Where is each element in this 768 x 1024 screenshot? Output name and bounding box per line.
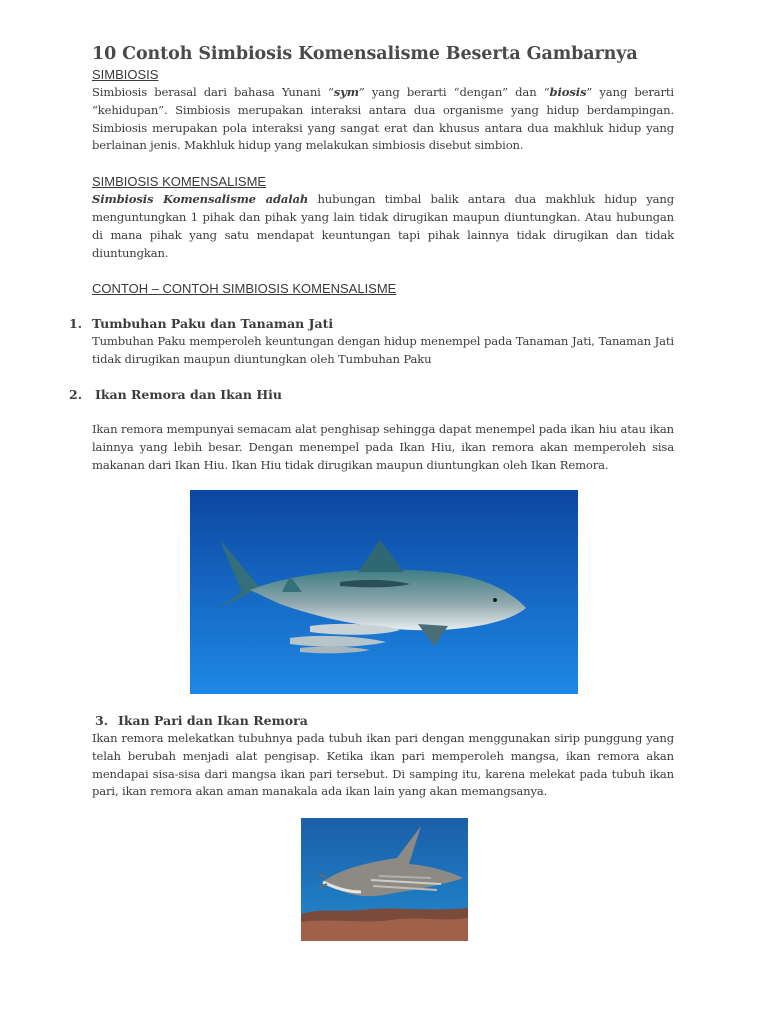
paragraph-komensalisme xyxy=(92,191,674,262)
item-1-title: Tumbuhan Paku dan Tanaman Jati xyxy=(92,316,334,332)
item-1-number: 1. xyxy=(69,316,83,332)
shark-remora-image xyxy=(190,490,578,694)
item-2-title: Ikan Remora dan Ikan Hiu xyxy=(95,386,282,402)
manta-ray-image xyxy=(301,818,468,941)
item-1-text: Tumbuhan Paku memperoleh keuntungan dengan hidup menempel pada Tanaman Jati, Tanaman Jati tidak dirugikan maupun diuntungkan oleh Tumbuhan Paku xyxy=(92,334,674,367)
paragraph-simbiosis-part-a: Simbiosis berasal dari bahasa Yunani “ xyxy=(92,85,334,99)
paragraph-simbiosis-part-c: ” yang berarti “kehidupan”. Simbiosis merupakan interaksi antara dua organisme yang hidup berdampingan. Simbiosis merupakan pola interaksi yang sangat erat dan khusus antara dua makhluk hidup yang berlainan jenis. Makhluk hidup yang melakukan simbiosis disebut simbion. xyxy=(92,85,674,153)
term-sym: sym xyxy=(333,85,359,99)
item-3-title: Ikan Pari dan Ikan Remora xyxy=(118,713,308,728)
heading-komensalisme: SIMBIOSIS KOMENSALISME xyxy=(92,174,267,190)
paragraph-simbiosis xyxy=(92,84,674,155)
item-2-heading xyxy=(69,386,674,404)
item-3-block xyxy=(92,712,674,801)
term-biosis: biosis xyxy=(549,85,587,99)
paragraph-simbiosis-part-b: ” yang berarti “dengan” dan “ xyxy=(358,85,550,99)
heading-simbiosis: SIMBIOSIS xyxy=(92,67,159,82)
item-1-heading xyxy=(69,315,674,333)
paragraph-komensalisme-text: hubungan timbal balik antara dua makhluk hidup yang menguntungkan 1 pihak dan pihak yang lain tidak dirugikan maupun diuntungkan. Atau hubungan di mana pihak yang satu mendapat keuntungan tapi pihak lainnya tidak dirugikan dan tidak diuntungkan. xyxy=(92,192,674,260)
item-2-text: Ikan remora mempunyai semacam alat penghisap sehingga dapat menempel pada ikan hiu atau ikan lainnya yang lebih besar. Dengan menempel pada Ikan Hiu, ikan remora akan memperoleh sisa makanan dari Ikan Hiu. Ikan Hiu tidak dirugikan maupun diuntungkan oleh Ikan Remora. xyxy=(92,421,674,472)
heading-contoh: CONTOH – CONTOH SIMBIOSIS KOMENSALISME xyxy=(92,281,397,297)
document-content xyxy=(69,42,674,474)
item-3-number: 3. xyxy=(95,713,109,728)
document-title: 10 Contoh Simbiosis Komensalisme Beserta Gambarnya xyxy=(92,44,638,64)
item-3-text: Ikan remora melekatkan tubuhnya pada tubuh ikan pari dengan menggunakan sirip punggung yang telah berubah menjadi alat pengisap. Ketika ikan pari memperoleh mangsa, ikan remora akan mendapai sisa-sisa dari mangsa ikan pari tersebut. Di samping itu, karena melekat pada tubuh ikan pari, ikan remora akan aman manakala ada ikan lain yang akan memangsanya. xyxy=(92,731,674,799)
term-komensalisme: Simbiosis Komensalisme adalah xyxy=(92,192,309,207)
item-2-number: 2. xyxy=(69,386,83,402)
item-3-heading xyxy=(92,712,674,730)
